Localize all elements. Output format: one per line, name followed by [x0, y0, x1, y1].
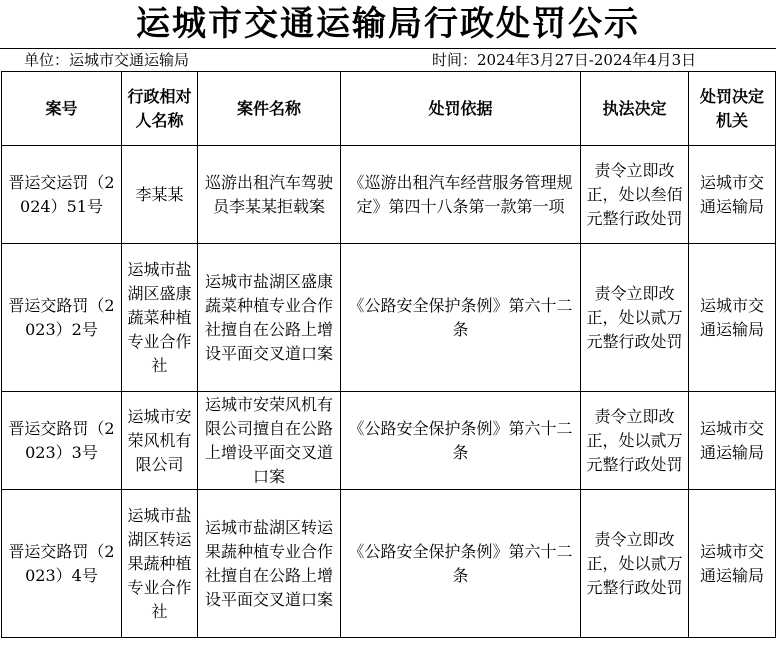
table-row [2, 146, 776, 244]
cell-basis: 《公路安全保护条例》第六十二条 [341, 392, 581, 490]
header-basis: 处罚依据 [341, 72, 581, 146]
cell-case-name: 运城市盐湖区转运果蔬种植专业合作社擅自在公路上增设平面交叉道口案 [198, 490, 341, 638]
table-row [2, 244, 776, 392]
table-row [2, 490, 776, 638]
penalty-table [1, 71, 776, 638]
cell-case-no: 晋运交路罚（2023）2号 [2, 244, 122, 392]
cell-party: 李某某 [122, 146, 198, 244]
table-header-row [2, 72, 776, 146]
cell-decision: 责令立即改正，处以贰万元整行政处罚 [581, 490, 689, 638]
cell-case-name: 巡游出租汽车驾驶员李某某拒载案 [198, 146, 341, 244]
cell-party: 运城市盐湖区转运果蔬种植专业合作社 [122, 490, 198, 638]
cell-case-no: 晋运交运罚（2024）51号 [2, 146, 122, 244]
cell-decision: 责令立即改正，处以贰万元整行政处罚 [581, 244, 689, 392]
table-row [2, 392, 776, 490]
cell-case-name: 运城市盐湖区盛康蔬菜种植专业合作社擅自在公路上增设平面交叉道口案 [198, 244, 341, 392]
unit-label: 单位：运城市交通运输局 [24, 51, 190, 69]
cell-case-no: 晋运交路罚（2023）3号 [2, 392, 122, 490]
cell-party: 运城市盐湖区盛康蔬菜种植专业合作社 [122, 244, 198, 392]
header-party: 行政相对人名称 [122, 72, 198, 146]
time-label: 时间：2024年3月27日-2024年4月3日 [432, 51, 697, 69]
cell-case-no: 晋运交路罚（2023）4号 [2, 490, 122, 638]
cell-case-name: 运城市安荣风机有限公司擅自在公路上增设平面交叉道口案 [198, 392, 341, 490]
cell-authority: 运城市交通运输局 [689, 392, 776, 490]
page-title: 运城市交通运输局行政处罚公示 [136, 4, 640, 44]
cell-authority: 运城市交通运输局 [689, 244, 776, 392]
cell-basis: 《公路安全保护条例》第六十二条 [341, 244, 581, 392]
cell-party: 运城市安荣风机有限公司 [122, 392, 198, 490]
cell-authority: 运城市交通运输局 [689, 490, 776, 638]
header-case-no: 案号 [2, 72, 122, 146]
cell-basis: 《巡游出租汽车经营服务管理规定》第四十八条第一款第一项 [341, 146, 581, 244]
cell-basis: 《公路安全保护条例》第六十二条 [341, 490, 581, 638]
header-case-name: 案件名称 [198, 72, 341, 146]
header-authority: 处罚决定机关 [689, 72, 776, 146]
meta-line [0, 48, 776, 71]
header-decision: 执法决定 [581, 72, 689, 146]
cell-authority: 运城市交通运输局 [689, 146, 776, 244]
cell-decision: 责令立即改正，处以贰万元整行政处罚 [581, 392, 689, 490]
cell-decision: 责令立即改正，处以叁佰元整行政处罚 [581, 146, 689, 244]
